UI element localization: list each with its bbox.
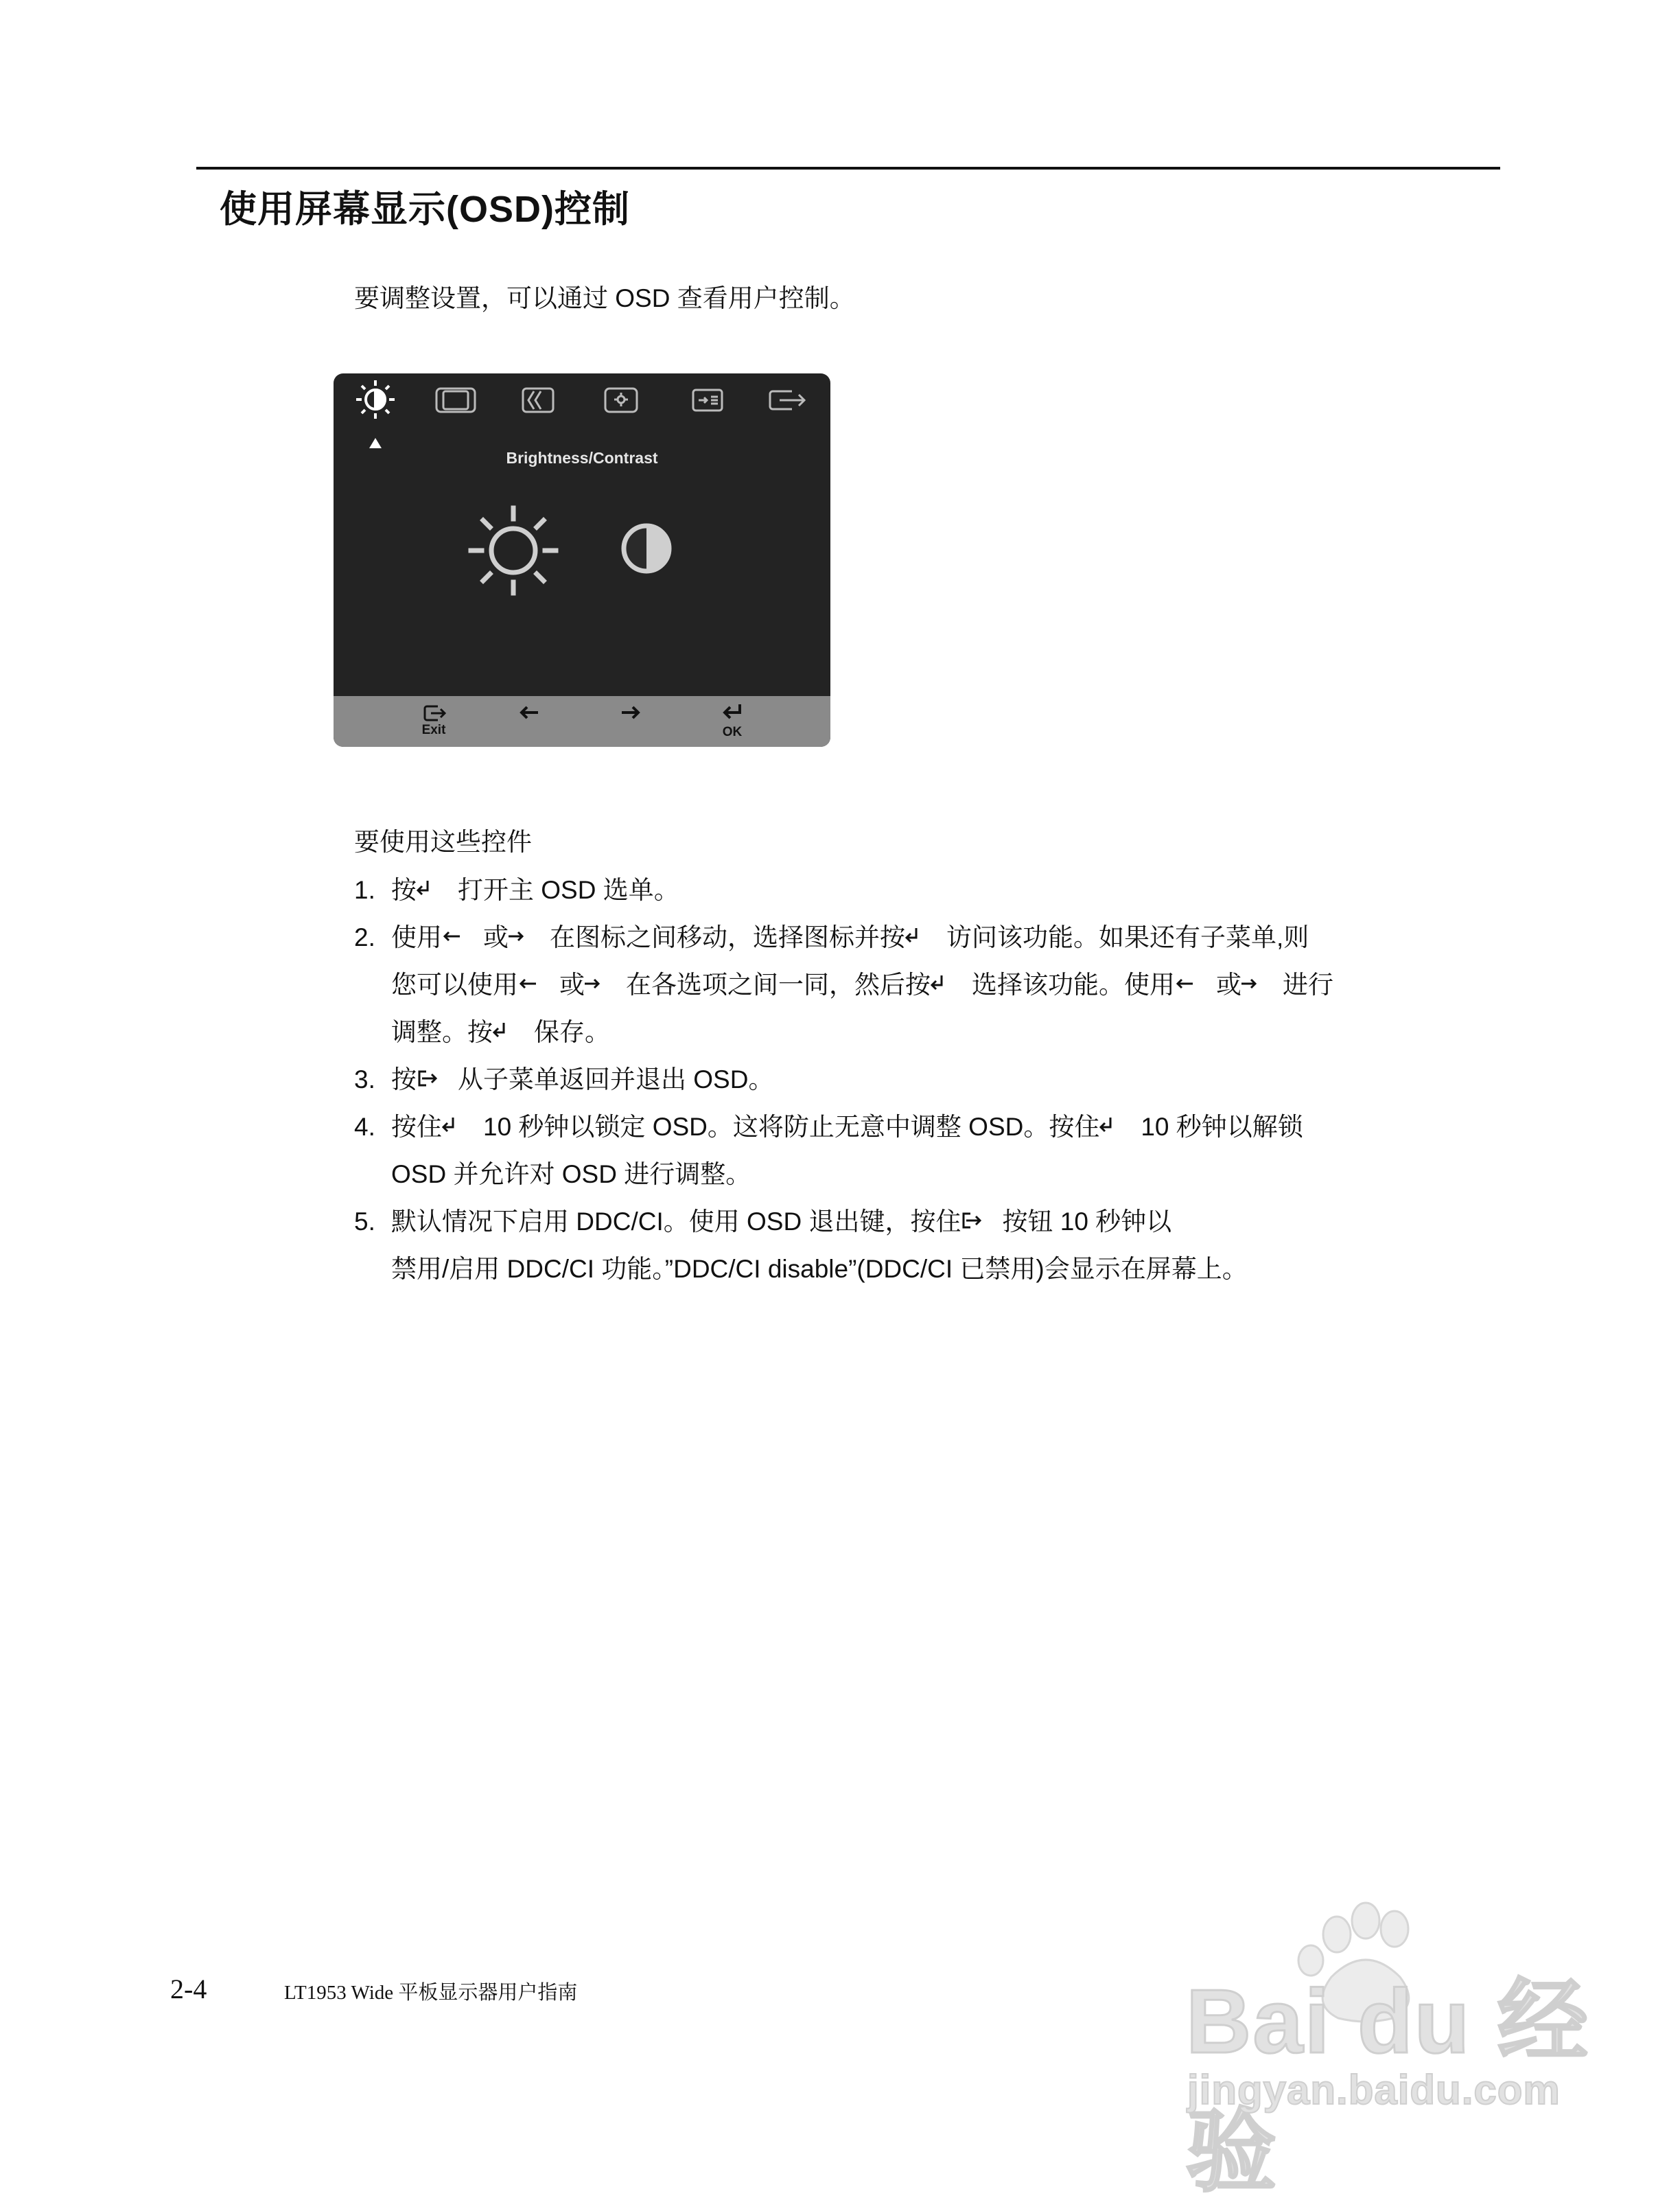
contrast-large-icon (624, 526, 669, 571)
watermark-url: jingyan.baidu.com (1187, 2067, 1561, 2113)
watermark-brand: Bai du 经验 (1186, 1971, 1590, 2202)
enter-icon (493, 1017, 534, 1045)
osd-graphics (334, 373, 830, 747)
usage-heading: 要使用这些控件 (354, 828, 532, 856)
step-text: 调整。按 (391, 1018, 493, 1046)
step-text: 从子菜单返回并退出 OSD。 (458, 1065, 774, 1094)
left-arrow-icon (518, 970, 559, 997)
enter-icon (442, 1112, 483, 1140)
enter-icon (905, 923, 946, 950)
step-text: 或 (559, 971, 585, 999)
step-text: 访问该功能。如果还有子菜单,则 (946, 923, 1309, 951)
step-text: 按住 (391, 1113, 442, 1141)
list-item-continuation (354, 1150, 1452, 1198)
step-number: 3. (354, 1065, 375, 1094)
image-properties-tab-icon (605, 389, 637, 412)
options-tab-icon (693, 390, 722, 410)
list-item (354, 1056, 1452, 1103)
list-item (354, 914, 1452, 961)
enter-control-icon (725, 704, 740, 718)
section-title: 使用屏幕显示(OSD)控制 (220, 189, 630, 230)
step-text: 10 秒钟以锁定 OSD。这将防止无意中调整 OSD。按住 (483, 1113, 1100, 1141)
step-number: 1. (354, 876, 375, 904)
image-position-tab-icon (436, 389, 475, 412)
exit-control-icon (425, 706, 445, 720)
right-arrow-control-icon (622, 707, 638, 718)
right-arrow-icon (1241, 970, 1283, 997)
list-item-continuation (354, 1008, 1452, 1056)
step-text: 按钮 10 秒钟以 (1002, 1207, 1172, 1236)
left-arrow-icon (1175, 970, 1216, 997)
selected-tab-arrow (369, 438, 382, 448)
step-text: OSD 并允许对 OSD 进行调整。 (391, 1160, 751, 1188)
step-number: 4. (354, 1113, 375, 1141)
left-arrow-icon (442, 923, 483, 950)
step-text: 在各选项之间一同，然后按 (626, 971, 931, 999)
list-item-continuation (354, 961, 1452, 1008)
header-rule (196, 167, 1500, 170)
enter-icon (1099, 1112, 1141, 1140)
image-setup-tab-icon (523, 389, 553, 412)
osd-menu-title: Brightness/Contrast (506, 449, 658, 467)
list-item-continuation (354, 1245, 1452, 1293)
enter-icon (931, 970, 972, 997)
intro-text: 要调整设置，可以通过 OSD 查看用户控制。 (354, 284, 855, 312)
step-text: 在图标之间移动，选择图标并按 (550, 923, 905, 951)
right-arrow-icon (509, 923, 550, 950)
step-text: 按 (391, 1065, 417, 1094)
brightness-contrast-tab-icon (356, 380, 395, 419)
brightness-large-icon (471, 508, 556, 593)
step-text: 或 (1216, 971, 1241, 999)
step-text: 10 秒钟以解锁 (1141, 1113, 1303, 1141)
exit-icon (961, 1207, 1002, 1234)
step-text: 您可以使用 (391, 971, 518, 999)
osd-ok-label: OK (722, 725, 743, 739)
osd-menu-illustration (334, 373, 830, 747)
list-item (354, 866, 1452, 914)
step-text: 保存。 (534, 1018, 610, 1046)
step-text: 或 (483, 923, 509, 951)
step-text: 按 (391, 876, 417, 904)
step-text: 默认情况下启用 DDC/CI。使用 OSD 退出键，按住 (391, 1207, 961, 1236)
step-text: 使用 (391, 923, 442, 951)
step-text: 进行 (1283, 971, 1333, 999)
step-text: 禁用/启用 DDC/CI 功能。”DDC/CI disable”(DDC/CI 已禁用)会显示在屏幕上。 (391, 1255, 1248, 1283)
step-number: 2. (354, 923, 375, 951)
exit-icon (417, 1065, 458, 1092)
step-number: 5. (354, 1207, 375, 1236)
footer-title: LT1953 Wide 平板显示器用户指南 (284, 1982, 578, 2004)
steps-list (354, 866, 1452, 1293)
enter-icon (417, 875, 458, 903)
list-item (354, 1103, 1452, 1150)
osd-exit-label: Exit (421, 723, 446, 737)
page-number: 2-4 (170, 1974, 207, 2004)
step-text: 打开主 OSD 选单。 (458, 876, 679, 904)
list-item (354, 1198, 1452, 1245)
step-text: 选择该功能。使用 (972, 971, 1175, 999)
left-arrow-control-icon (522, 707, 538, 718)
right-arrow-icon (585, 970, 626, 997)
exit-tab-icon (770, 391, 804, 409)
